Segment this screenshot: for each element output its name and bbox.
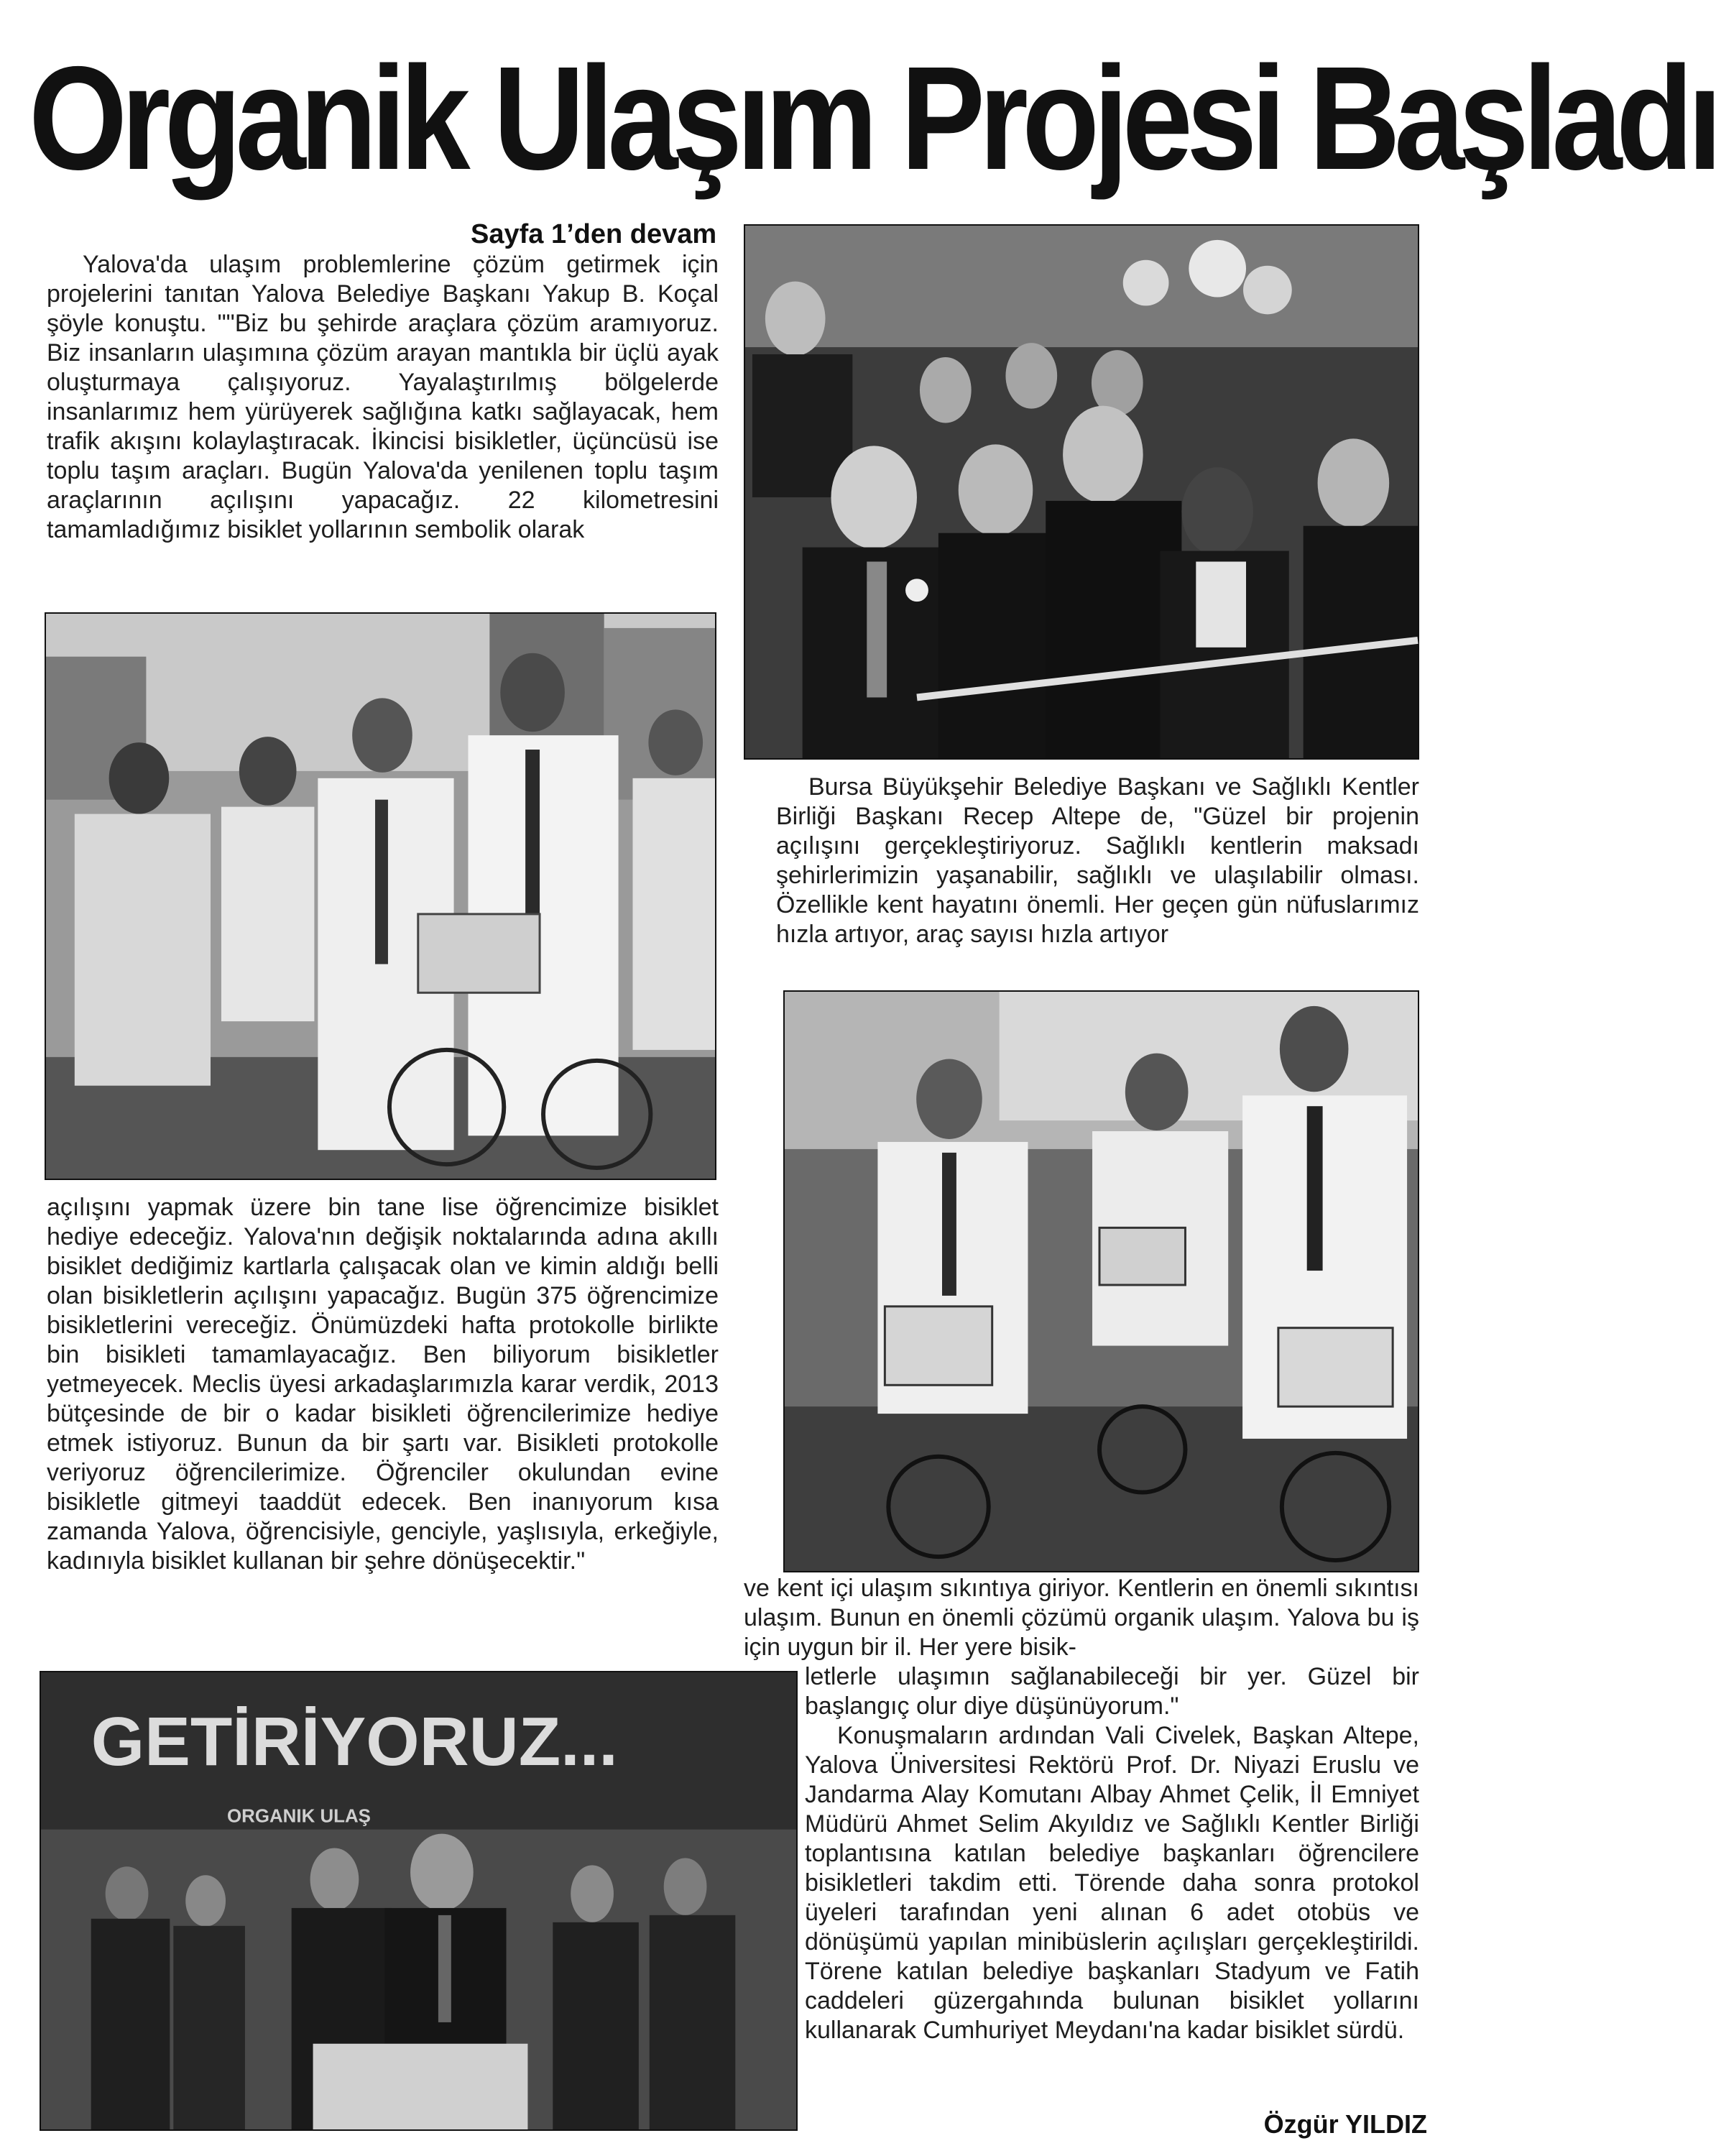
- headline-text: Organik Ulaşım Projesi Başladı: [29, 36, 1716, 201]
- text-column-organic: [744, 1574, 1419, 1662]
- banner-text: GETİRİYORUZ...: [91, 1704, 618, 1781]
- paragraph-students: açılışını yapmak üzere bin tane lise öğrencimize bisiklet hediye edeceğiz. Yalova'nın değişik noktalarında adına akıllı bisiklet dediğimiz kartlarla çalışacak olan ve kimin aldığı belli olan bisikletlerin açılışını yapacağız. Bugün 375 öğrencimize bisikletlerini vereceğiz. Önümüzdeki hafta protokolle birlikte bin bisikleti tamamlayacağız. Ben biliyorum bisikletler yetmeyecek. Meclis üyesi arkadaşlarımızla karar verdik, 2013 bütçesinde de bir o kadar bisikleti öğrencilerimize hediye etmek istiyoruz. Bunun da bir şartı var. Bisikleti protokolle veriyoruz öğrencilerimize. Öğrenciler okulundan evine bisikletle gitmeyi taaddüt edecek. Ben inanıyorum kısa zamanda Yalova, öğrencisiyle, genciyle, yaşlısıyla, erkeğiyle, kadınıyla bisiklet kullanan bir şehre dönüşecektir.": [47, 1194, 719, 1575]
- photo-group-with-bicycles-image: [46, 614, 715, 1179]
- continuation-kicker: Sayfa 1’den devam: [471, 219, 717, 249]
- text-column-intro: [47, 250, 719, 545]
- photo-ribbon-cutting: [744, 224, 1419, 760]
- text-column-altepe: [776, 773, 1419, 949]
- text-column-students: [47, 1193, 719, 1576]
- paragraph-organic: ve kent içi ulaşım sıkıntıya giriyor. Kentlerin en önemli sıkıntısı ulaşım. Bunun en önemli çözümü organik ulaşım. Yalova bu iş için uygun bir il. Her yere bisik-: [744, 1575, 1419, 1661]
- paragraph-ceremony: Konuşmaların ardından Vali Civelek, Başkan Altepe, Yalova Üniversitesi Rektörü Prof. Dr. Niyazi Eruslu ve Jandarma Alay Komutanı Albay Ahmet Çelik, İl Emniyet Müdürü Ahmet Selim Akyıldız ve Sağlıklı Kentler Birliği toplantısına katılan belediye başkanları öğrencilere bisikletleri takdim etti. Törende daha sonra protokol üyeleri tarafından yeni alınan 6 adet otobüs ve dönüşümü yapılan minibüslerin açılışları gerçekleştirildi. Törene katılan belediye başkanları Stadyum ve Fatih caddeleri güzergahında bulunan bisiklet yollarını kullanarak Cumhuriyet Meydanı'na kadar bisiklet sürdü.: [805, 1722, 1419, 2044]
- paragraph-altepe: Bursa Büyükşehir Belediye Başkanı ve Sağlıklı Kentler Birliği Başkanı Recep Altepe de, "Güzel bir projenin açılışını gerçekleştiriyoruz. Sağlıklı kentlerin maksadı şehirlerimizin yaşanabilir, sağlıklı ve ulaşılabilir olması. Özellikle kent hayatını önemli. Her geçen gün nüfuslarımız hızla artıyor, araç sayısı hızla artıyor: [776, 773, 1419, 948]
- banner-subtext: ORGANIK ULAŞ: [227, 1806, 371, 1827]
- headline: [29, 29, 1716, 223]
- photo-speech-banner-image: [41, 1672, 796, 2129]
- text-column-closing: [805, 1662, 1419, 2045]
- byline: Özgür YILDIZ: [1263, 2109, 1427, 2139]
- paragraph-intro: Yalova'da ulaşım problemlerine çözüm getirmek için projelerini tanıtan Yalova Belediye Başkanı Yakup B. Koçal şöyle konuştu. ""Biz bu şehirde araçlara çözüm aramıyoruz. Biz insanların ulaşımına çözüm arayan mantıkla bir üçlü ayak oluşturmaya çalışıyoruz. Yayalaştırılmış bölgelerde insanlarımız hem yürüyerek sağlığına katkı sağlayacak, hem trafik akışını kolaylaştıracak. İkincisi bisikletler, üçüncüsü ise toplu taşım araçları. Bugün Yalova'da yenilenen toplu taşım araçlarının açılışını yapacağız. 22 kilometresini tamamladığımız bisiklet yollarının sembolik olarak: [47, 251, 719, 543]
- photo-officials-cycling-image: [785, 992, 1418, 1571]
- photo-officials-cycling: [783, 990, 1419, 1572]
- photo-group-with-bicycles: [45, 612, 716, 1180]
- photo-speech-banner: [40, 1671, 798, 2131]
- photo-ribbon-cutting-image: [745, 226, 1418, 758]
- paragraph-closing-quote: letlerle ulaşımın sağlanabileceği bir yer. Güzel bir başlangıç olur diye düşünüyorum.": [805, 1663, 1419, 1720]
